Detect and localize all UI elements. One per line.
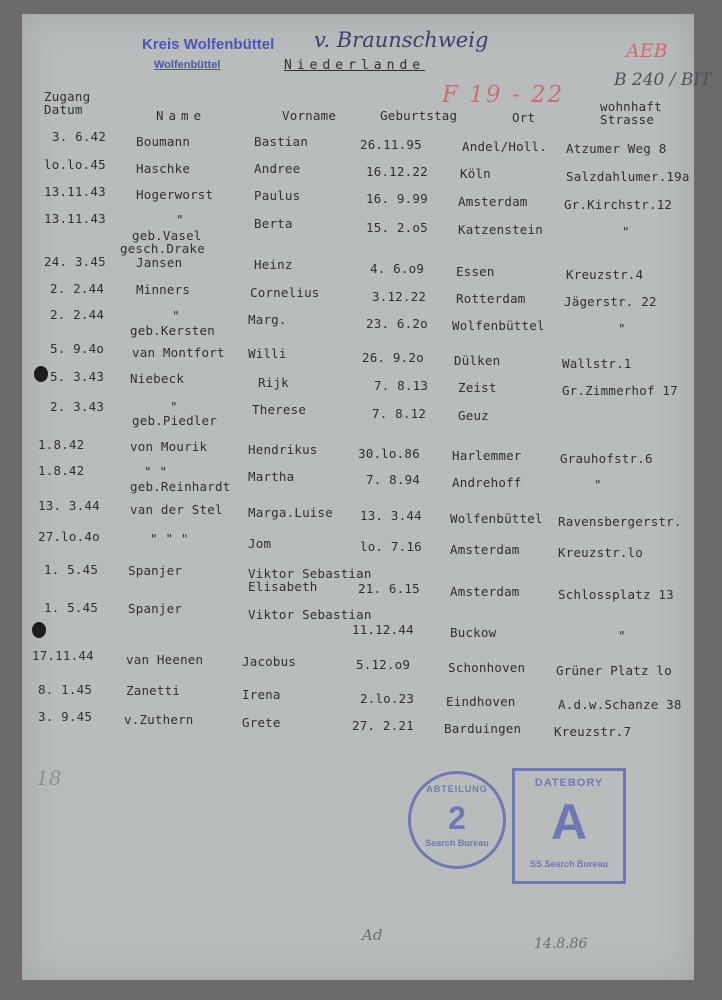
cell-geburtstag: 26. 9.2o xyxy=(362,350,424,365)
cell-vorname: Viktor Sebastian xyxy=(248,607,372,622)
cell-date: 1.8.42 xyxy=(38,437,85,452)
cell-ort: Amsterdam xyxy=(450,584,520,599)
handwritten-region: v. Braunschweig xyxy=(314,28,489,52)
punch-hole-top xyxy=(34,366,48,382)
cell-geburtstag: 3.12.22 xyxy=(372,289,427,304)
cell-ort: Zeist xyxy=(458,380,497,395)
cell-geburtstag: 30.lo.86 xyxy=(358,446,420,461)
cell-name: Zanetti xyxy=(126,683,181,698)
cell-name: " xyxy=(170,399,178,414)
cell-geburtstag: 7. 8.94 xyxy=(366,472,421,487)
cell-vorname: Cornelius xyxy=(250,285,320,300)
cell-geburtstag: 7. 8.13 xyxy=(374,378,429,393)
office-stamp-line2: Wolfenbüttel xyxy=(154,59,221,71)
cell-ort: Wolfenbüttel xyxy=(452,318,545,333)
cell-strasse: Grauhofstr.6 xyxy=(560,451,653,466)
cell-ort: Eindhoven xyxy=(446,694,516,709)
cell-name: Niebeck xyxy=(130,371,185,386)
cell-name: van Montfort xyxy=(132,345,225,360)
cell-name: " xyxy=(176,212,184,227)
cell-vorname: Berta xyxy=(254,216,293,231)
cell-geburtstag: lo. 7.16 xyxy=(360,539,422,554)
cell-ort: Barduingen xyxy=(444,721,522,736)
cell-name: geb.Kersten xyxy=(130,323,215,338)
cell-geburtstag: 13. 3.44 xyxy=(360,508,422,523)
cell-strasse: Atzumer Weg 8 xyxy=(566,141,667,156)
cell-name: Boumann xyxy=(136,134,191,149)
round-stamp xyxy=(408,771,506,869)
cell-vorname: Marg. xyxy=(248,312,287,327)
cell-date: 5. 9.4o xyxy=(50,341,105,356)
cell-geburtstag: 16. 9.99 xyxy=(366,191,428,206)
cell-ort: Schonhoven xyxy=(448,660,526,675)
cell-vorname: Jacobus xyxy=(242,654,297,669)
col-geburtstag: Geburtstag xyxy=(380,108,458,123)
cell-date: 17.11.44 xyxy=(32,648,94,663)
cell-strasse: Wallstr.1 xyxy=(562,356,632,371)
cell-date: 3. 9.45 xyxy=(38,709,93,724)
cell-vorname: Rijk xyxy=(258,375,289,390)
cell-strasse: Gr.Kirchstr.12 xyxy=(564,197,673,212)
cell-date: 27.lo.4o xyxy=(38,529,100,544)
cell-strasse: " xyxy=(618,321,626,336)
cell-geburtstag: 21. 6.15 xyxy=(358,581,420,596)
round-stamp-bottom-text: Search Bureau xyxy=(425,838,489,848)
cell-ort: Andel/Holl. xyxy=(462,139,547,154)
col-date: Zugang Datum xyxy=(44,89,91,117)
cell-date: lo.lo.45 xyxy=(44,157,106,172)
col-name: Name xyxy=(156,108,207,123)
cell-ort: Andrehoff xyxy=(452,475,522,490)
cell-ort: Dülken xyxy=(454,353,501,368)
cell-vorname: Hendrikus xyxy=(248,442,318,457)
cell-vorname: Viktor Sebastian xyxy=(248,566,372,581)
cell-strasse: Kreuzstr.7 xyxy=(554,724,632,739)
cell-vorname: Marga.Luise xyxy=(248,505,333,520)
cell-name: von Mourik xyxy=(130,439,208,454)
cell-date: 2. 2.44 xyxy=(50,281,105,296)
cell-geburtstag: 5.12.o9 xyxy=(356,657,411,672)
cell-name: Minners xyxy=(136,282,191,297)
cell-geburtstag: 26.11.95 xyxy=(360,137,422,152)
footer-middle-note: Ad xyxy=(362,926,383,944)
cell-ort: Wolfenbüttel xyxy=(450,511,543,526)
cell-geburtstag: 2.lo.23 xyxy=(360,691,415,706)
cell-date: 2. 3.43 xyxy=(50,399,105,414)
cell-vorname: Elisabeth xyxy=(248,579,318,594)
cell-strasse: Gr.Zimmerhof 17 xyxy=(562,383,678,398)
cell-name: Spanjer xyxy=(128,601,183,616)
cell-ort: Buckow xyxy=(450,625,497,640)
cell-geburtstag: 16.12.22 xyxy=(366,164,428,179)
cell-ort: Amsterdam xyxy=(458,194,528,209)
cell-ort: Köln xyxy=(460,166,491,181)
cell-vorname: Willi xyxy=(248,346,287,361)
cell-vorname: Heinz xyxy=(254,257,293,272)
cell-name: gesch.Drake xyxy=(120,241,205,256)
cell-strasse: " xyxy=(594,477,602,492)
col-vorname: Vorname xyxy=(282,108,337,123)
round-stamp-number: 2 xyxy=(448,800,466,836)
cell-geburtstag: 27. 2.21 xyxy=(352,718,414,733)
col-ort: Ort xyxy=(512,110,536,125)
punch-hole-bottom xyxy=(32,622,46,638)
round-stamp-top-text: ABTEILUNG xyxy=(426,784,488,794)
cell-date: 13.11.43 xyxy=(44,184,106,199)
cell-strasse: A.d.w.Schanze 38 xyxy=(558,697,682,712)
cell-ort: Rotterdam xyxy=(456,291,526,306)
cell-name: Spanjer xyxy=(128,563,183,578)
cell-name: " xyxy=(172,308,180,323)
pencil-mark: B 240 / BIT xyxy=(614,70,712,90)
cell-name: van Heenen xyxy=(126,652,204,667)
cell-strasse: Jägerstr. 22 xyxy=(564,294,657,309)
cell-vorname: Martha xyxy=(248,469,295,484)
cell-vorname: Irena xyxy=(242,687,281,702)
cell-geburtstag: 23. 6.2o xyxy=(366,316,428,331)
cell-ort: Harlemmer xyxy=(452,448,522,463)
cell-name: " " xyxy=(144,464,168,479)
red-mark: AEB xyxy=(626,40,668,62)
cell-vorname: Andree xyxy=(254,161,301,176)
cell-date: 1. 5.45 xyxy=(44,562,99,577)
country-heading: Niederlande xyxy=(284,58,426,73)
cell-geburtstag: 7. 8.12 xyxy=(372,406,427,421)
cell-strasse: Ravensbergerstr. xyxy=(558,514,682,529)
cell-geburtstag: 15. 2.o5 xyxy=(366,220,428,235)
cell-name: geb.Piedler xyxy=(132,413,217,428)
cell-ort: Essen xyxy=(456,264,495,279)
cell-name: Haschke xyxy=(136,161,191,176)
cell-name: geb.Reinhardt xyxy=(130,479,231,494)
cell-geburtstag: 11.12.44 xyxy=(352,622,414,637)
cell-name: geb.Vasel xyxy=(132,228,202,243)
cell-strasse: Grüner Platz lo xyxy=(556,663,672,678)
cell-vorname: Jom xyxy=(248,536,272,551)
cell-strasse: Salzdahlumer.19a xyxy=(566,169,690,184)
cell-name: Jansen xyxy=(136,255,183,270)
cell-name: v.Zuthern xyxy=(124,712,194,727)
cell-ort: Amsterdam xyxy=(450,542,520,557)
cell-name: Hogerworst xyxy=(136,187,214,202)
cell-vorname: Bastian xyxy=(254,134,309,149)
cell-date: 13. 3.44 xyxy=(38,498,100,513)
col-wohnhaft: wohnhaft Strasse xyxy=(600,99,662,127)
office-stamp-line1: Kreis Wolfenbüttel xyxy=(142,36,275,53)
footer-right-note: 14.8.86 xyxy=(534,936,588,952)
cell-date: 13.11.43 xyxy=(44,211,106,226)
cell-geburtstag: 4. 6.o9 xyxy=(370,261,425,276)
cell-date: 2. 2.44 xyxy=(50,307,105,322)
rect-stamp-letter: A xyxy=(550,794,588,850)
cell-ort: Geuz xyxy=(458,408,489,423)
cell-vorname: Paulus xyxy=(254,188,301,203)
cell-strasse: Kreuzstr.4 xyxy=(566,267,644,282)
cell-name: " " " xyxy=(150,531,189,546)
cell-date: 3. 6.42 xyxy=(52,129,107,144)
cell-vorname: Therese xyxy=(252,402,307,417)
cell-strasse: Schlossplatz 13 xyxy=(558,587,674,602)
rect-stamp xyxy=(512,768,626,884)
footer-left-note: 18 xyxy=(36,766,62,790)
rect-stamp-top-text: DATEBORY xyxy=(534,777,604,789)
cell-name: van der Stel xyxy=(130,502,223,517)
cell-date: 1. 5.45 xyxy=(44,600,99,615)
document-page xyxy=(22,14,712,980)
cell-date: 5. 3.43 xyxy=(50,369,105,384)
cell-strasse: " xyxy=(618,628,626,643)
cell-date: 8. 1.45 xyxy=(38,682,93,697)
cell-date: 24. 3.45 xyxy=(44,254,106,269)
cell-strasse: Kreuzstr.lo xyxy=(558,545,643,560)
cell-ort: Katzenstein xyxy=(458,222,543,237)
cell-vorname: Grete xyxy=(242,715,281,730)
rect-stamp-bottom-text: SS Search Bureau xyxy=(529,859,609,869)
cell-strasse: " xyxy=(622,224,630,239)
red-code: F 19 - 22 xyxy=(442,82,565,108)
cell-date: 1.8.42 xyxy=(38,463,85,478)
